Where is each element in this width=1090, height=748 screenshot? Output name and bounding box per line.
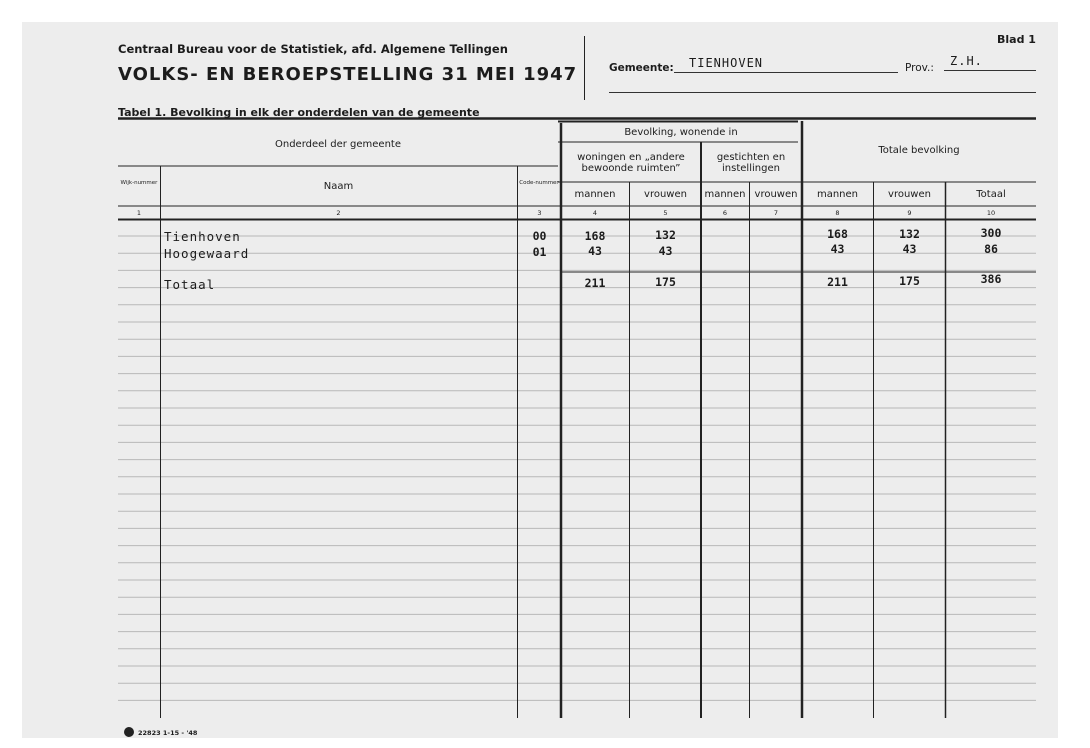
- print-code: 22823 1-15 - '48: [138, 729, 198, 737]
- column-number: 2: [336, 209, 341, 217]
- total-totaal: 386: [980, 272, 1002, 286]
- header-gestichten: gestichten en instellingen: [716, 152, 786, 174]
- column-number: 1: [136, 209, 142, 217]
- header-mannen-woningen: mannen: [574, 189, 616, 200]
- column-number: 10: [986, 209, 996, 217]
- row-mannen-woningen: 168: [584, 229, 606, 243]
- header-totale-bevolking: Totale bevolking: [878, 145, 960, 156]
- header-woningen: woningen en „andere bewoonde ruimten”: [577, 152, 685, 174]
- total-vrouwen-totaal: 175: [899, 274, 920, 288]
- header-mannen-gestichten: mannen: [704, 189, 746, 200]
- row-naam: Tienhoven: [164, 229, 241, 244]
- column-number: 3: [537, 209, 542, 217]
- row-totaal: 86: [984, 242, 998, 256]
- form-title: VOLKS- EN BEROEPSTELLING 31 MEI 1947: [118, 64, 578, 85]
- row-mannen-totaal: 43: [830, 242, 845, 256]
- gemeente-label: Gemeente:: [609, 62, 674, 74]
- header-vrouwen-totaal: vrouwen: [888, 189, 931, 200]
- header-onderdeel: Onderdeel der gemeente: [274, 139, 401, 150]
- row-code: 00: [532, 229, 547, 243]
- row-totaal: 300: [980, 226, 1002, 240]
- row-code: 01: [532, 245, 547, 259]
- sheet-number: Blad 1: [997, 33, 1036, 46]
- header-wijknummer: Wijk-nummer: [120, 180, 158, 186]
- header-bevolking: Bevolking, wonende in: [624, 127, 738, 138]
- organisation-name: Centraal Bureau voor de Statistiek, afd. Algemene Tellingen: [118, 42, 508, 56]
- header-vrouwen-gestichten: vrouwen: [754, 189, 798, 200]
- row-mannen-totaal: 168: [827, 227, 848, 241]
- column-number: 6: [722, 209, 728, 217]
- header-codenummer: Code-nummer: [519, 180, 559, 186]
- row-naam: Hoogewaard: [164, 246, 250, 261]
- row-vrouwen-woningen: 43: [658, 244, 673, 258]
- prov-value: Z.H.: [950, 54, 983, 68]
- header-vrouwen-woningen: vrouwen: [644, 189, 687, 200]
- row-vrouwen-totaal: 43: [902, 242, 917, 256]
- header-naam: Naam: [323, 181, 354, 192]
- row-vrouwen-totaal: 132: [899, 227, 920, 241]
- column-number: 8: [835, 209, 840, 217]
- header-totaal: Totaal: [976, 189, 1006, 200]
- row-mannen-woningen: 43: [588, 244, 602, 258]
- total-mannen-woningen: 211: [584, 276, 606, 290]
- prov-label: Prov.:: [905, 62, 934, 74]
- row-vrouwen-woningen: 132: [655, 228, 676, 242]
- column-number: 4: [592, 209, 598, 217]
- gemeente-value: TIENHOVEN: [689, 56, 764, 70]
- table-title: Tabel 1. Bevolking in elk der onderdelen van de gemeente: [118, 106, 480, 119]
- column-number: 9: [907, 209, 912, 217]
- total-vrouwen-woningen: 175: [655, 275, 676, 289]
- total-label: Totaal: [164, 277, 216, 292]
- column-number: 7: [773, 209, 779, 217]
- printer-mark-icon: [124, 727, 134, 737]
- total-mannen-totaal: 211: [827, 275, 848, 289]
- column-number: 5: [663, 209, 668, 217]
- header-mannen-totaal: mannen: [816, 189, 859, 200]
